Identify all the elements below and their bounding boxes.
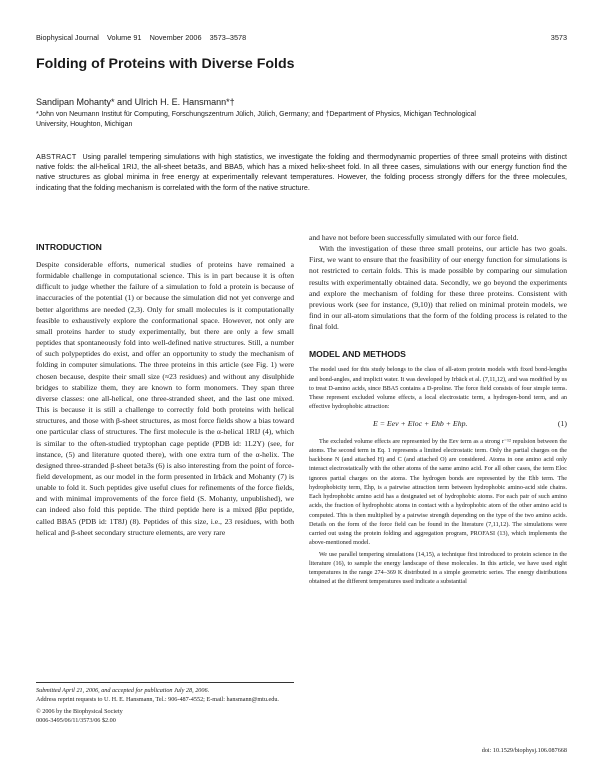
page-number: 3573 [550, 33, 567, 42]
right-column [309, 232, 567, 588]
methods-paragraph-1: The model used for this study belongs to the class of all-atom protein models with fixed bond-lengths and bond-angles, and implicit water. It was developed by Irbäck et al. (7,11,12), and was modified by us to treat D-amino acids, since BBA5 contains a D-proline. The force field consists of four simple terms. These represent excluded volume effects, a local electrostatic term, a hydrogen-bond term, and an effective hydrophobic attraction: [309, 367, 567, 411]
doi: doi: 10.1529/biophysj.106.087668 [481, 747, 567, 754]
introduction-paragraph-1: Despite considerable efforts, numerical studies of proteins have remained a formidable challenge in computational science. This is in part because it is often difficult to judge whether the failure of a simulation to fold a protein is because of inaccuracies of the potential (1) or because the simulation did not yet converge and better algorithms are needed (2,3). Only for small molecules is it computationally feasible to exhaustively explore the conformational space. However, not only are small proteins harder to study experimentally, but there are only a few small peptides that spontaneously fold into well-defined native structures. Still, a number of such polypeptides do exist, and offer an opportunity to study the mechanism of folding in computer simulations. The three proteins in this article (see Fig. 1) were chosen because, despite their small size (≈23 residues) and without any disulphide bridges to stabilize them, they are known to form monomers. They span three diverse classes: one all-helical, one three-stranded sheet, and the last one mixed. This is because it is still a challenge to correctly fold both proteins with helical structures, and those with β-sheet structures, as most force fields show a bias toward one particular class of structures. The first molecule is the α-helical 1RIJ (4), which is similar to the often-studied tryptophan cage peptide (PDB id: 1L2Y) (see, for instance, (5) and literature quoted there), with one extra turn of the α-helix. The designed three-stranded β-sheet beta3s (6) is also interesting from the point of force-field development, as our model in the form presented in Irbäck and Mohanty (7) is unable to fold it. Such peptides give useful clues for refinements of the force fields, and with minimal improvements of the force field (S. Mohanty, unpublished), we can indeed also fold this peptide. The third peptide here is a mixed ββα peptide, called BBA5 (PDB id: 1T8J) (8). Peptides of this size, i.e., 23 residues, with both helical and β-sheet secondary structure elements, are very rare [36, 260, 294, 537]
abstract-text: Using parallel tempering simulations with high statistics, we investigate the folding and thermodynamic properties of three small proteins with distinct native folds: the all-helical 1RIJ, the all-sheet beta3s, and BBA5, which has a mixed helix-sheet fold. In all three cases, simulations with our energy function find the native structures as global minima in free energy at experimentally relevant temperatures. However, the folding process strongly differs for the three molecules, indicating that the folding mechanism is correlated with the form of the native structure. [36, 153, 567, 192]
equation-number: (1) [557, 418, 567, 428]
abstract [36, 152, 567, 193]
abstract-label: ABSTRACT [36, 153, 77, 161]
methods-paragraph-3: We use parallel tempering simulations (14,15), a technique first introduced to protein science in the literature (16), to sample the energy landscape of these molecules. In this article, we have used eight temperatures in the range 274–369 K distributed in a simple geometric series. The energy distributions obtained at the different temperatures used indicate a substantial [309, 551, 567, 586]
copyright-note: © 2006 by the Biophysical Society [36, 708, 123, 716]
methods-heading: MODEL AND METHODS [309, 349, 406, 360]
author-affiliation: *John von Neumann Institut für Computing, Forschungszentrum Jülich, Jülich, Germany; and †Department of Physics, Michigan Technological University, Houghton, Michigan [36, 111, 476, 128]
introduction-heading: INTRODUCTION [36, 242, 102, 252]
left-column [36, 242, 294, 538]
journal-date: November 2006 [149, 33, 202, 42]
submission-note: Submitted April 21, 2006, and accepted for publication July 28, 2006. [36, 687, 210, 694]
methods-paragraph-2: The excluded volume effects are represented by the Eev term as a strong r⁻¹² repulsion between the atoms. The second term in Eq. 1 represents a limited electrostatic term. Only the partial charges on the backbone N (and attached H) and C (and attached O) are considered. Atoms in one amino acid only interact electrostatically with the other atoms of the same amino acid. For all other cases, the term Eloc ignores partial charges on the atoms. The hydrogen bonds are represented by the Ehb term. The hydrophobicity term, Ehp, is a pairwise attraction term between hydrophobic amino-acid side chains. Each hydrophobic amino acid has a designated set of hydrophobic atoms. For each pair of such amino acids, the fraction of hydrophobic atoms in contact with a hydrophobic atom of the other amino acid is computed. This is then multiplied by a pairwise strength depending on the type of the two amino acids. Details on the form of the force field can be found in the literature (7,11,12). The simulations were carried out using the protein folding and aggregation program, PROFASI (13), which implements the above-mentioned model. [309, 438, 567, 547]
issn-note: 0006-3495/06/11/3573/06 $2.00 [36, 716, 116, 724]
footnotes [36, 682, 294, 725]
introduction-paragraph-2: With the investigation of these three small proteins, our article has two goals. First, we want to ensure that the feasibility of our energy function for simulations is not restricted to certain folds. This is made possible by comparing our simulation results with experimentally obtained data. Secondly, we go beyond the experiments and explore the mechanism of folding for these three proteins. Consistent with previous work (see for instance, (9,10)) that relied on minimal protein models, we find in our all-atom simulations that the form of the folding process is related to the final fold. [309, 244, 567, 332]
footnote-rule [36, 682, 294, 683]
journal-pages: 3573–3578 [209, 33, 247, 42]
introduction-paragraph-continued: and have not before been successfully simulated with our force field. [309, 233, 519, 242]
reprint-note: Address reprint requests to U. H. E. Hansmann, Tel.: 906-487-4552; E-mail: hansmann@mtu.edu. [36, 695, 279, 703]
equation-expression: E = Eev + Eloc + Ehb + Ehp. [373, 418, 468, 428]
journal-info [36, 33, 246, 42]
running-head [36, 33, 567, 42]
paper-title: Folding of Proteins with Diverse Folds [36, 56, 295, 72]
author-list: Sandipan Mohanty* and Ulrich H. E. Hansmann*† [36, 97, 235, 107]
journal-name: Biophysical Journal [36, 33, 99, 42]
equation-1 [309, 419, 567, 431]
journal-volume: Volume 91 [106, 33, 142, 42]
